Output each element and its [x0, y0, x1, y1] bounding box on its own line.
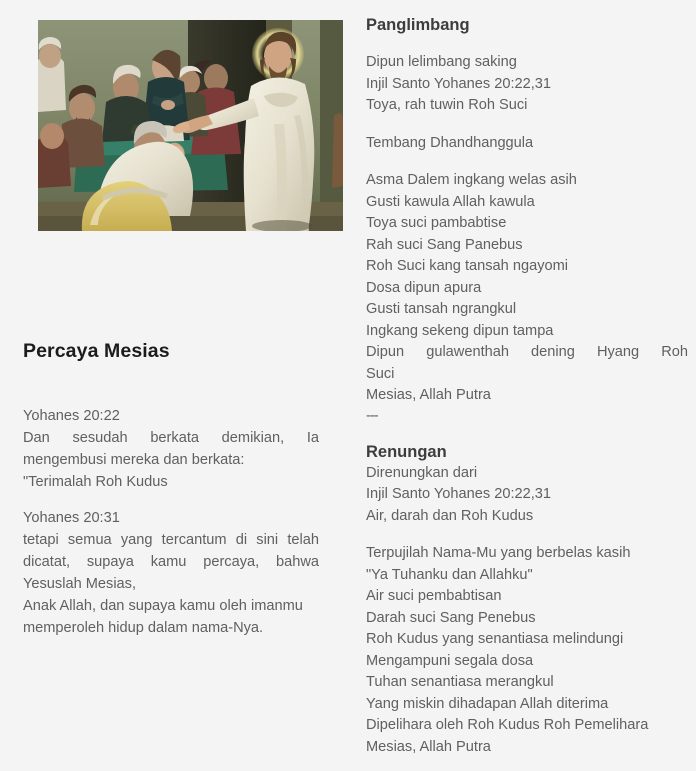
renungan-section	[366, 441, 688, 759]
verse-line-8: Ingkang sekeng dipun tampa	[366, 322, 554, 339]
panglimbang-source-line-1: Dipun lelimbang saking	[366, 54, 517, 70]
illustration-image	[38, 20, 343, 231]
scripture-text-2-line-3: memperoleh hidup dalam nama-Nya.	[23, 620, 264, 636]
verse-line-2: Gusti kawula Allah kawula	[366, 193, 535, 210]
reflection-line-4: Darah suci Sang Penebus	[366, 609, 536, 626]
verse-line-3: Toya suci pambabtise	[366, 215, 507, 231]
reflection-line-9: Dipelihara oleh Roh Kudus Roh Pemelihara	[366, 717, 649, 733]
renungan-source-line-2: Injil Santo Yohanes 20:22,31	[366, 486, 552, 502]
reflection-line-8: Yang miskin dihadapan Allah diterima	[366, 695, 609, 712]
panglimbang-source	[366, 52, 688, 117]
reflection-line-6: Mengampuni segala dosa	[366, 652, 534, 669]
verse-line-7: Gusti tansah ngrangkul	[366, 301, 517, 317]
left-scripture-body	[23, 405, 324, 639]
verse-line-9: Dipun gulawenthah dening Hyang Roh	[366, 344, 688, 360]
panglimbang-source-line-2: Injil Santo Yohanes 20:22,31	[366, 75, 552, 92]
scripture-passage-2	[23, 507, 324, 639]
panglimbang-heading: Panglimbang	[366, 16, 470, 34]
tembang-label-block	[366, 133, 688, 155]
renungan-source-line-1: Direnungkan dari	[366, 464, 478, 481]
scripture-reference-1: Yohanes 20:22	[23, 408, 120, 424]
reflection-line-10: Mesias, Allah Putra	[366, 738, 491, 755]
scripture-text-2-line-2: Anak Allah, dan supaya kamu oleh imanmu	[23, 598, 303, 614]
section-separator: ---	[366, 407, 378, 424]
scripture-text-2-line-1: tetapi semua yang tercantum di sini telah dicatat, supaya kamu percaya, bahwa Yesuslah Mesias,	[23, 532, 324, 592]
reflection-line-7: Tuhan senantiasa merangkul	[366, 674, 554, 690]
renungan-heading: Renungan	[366, 442, 447, 461]
illustration-frame	[38, 20, 343, 231]
reflection-line-3: Air suci pembabtisan	[366, 588, 502, 604]
scripture-text-1-line-2: "Terimalah Roh Kudus	[23, 474, 168, 490]
page-title: Percaya Mesias	[23, 340, 170, 362]
tembang-label: Tembang Dhandhanggula	[366, 134, 534, 151]
verse-line-6: Dosa dipun apura	[366, 279, 482, 296]
verse-line-9-overflow: Suci	[366, 365, 395, 382]
reflection-line-1: Terpujilah Nama-Mu yang berbelas kasih	[366, 545, 631, 561]
renungan-source	[366, 463, 688, 528]
reflection-line-5: Roh Kudus yang senantiasa melindungi	[366, 631, 624, 647]
panglimbang-verse	[366, 170, 688, 425]
section-gap	[366, 425, 688, 441]
renungan-source-line-3: Air, darah dan Roh Kudus	[366, 507, 534, 524]
right-column	[366, 14, 688, 758]
reflection-line-2: "Ya Tuhanku dan Allahku"	[366, 566, 533, 583]
scripture-text-1-line-1: Dan sesudah berkata demikian, Ia mengembusi mereka dan berkata:	[23, 430, 324, 468]
verse-line-5: Roh Suci kang tansah ngayomi	[366, 258, 569, 274]
renungan-reflection	[366, 543, 688, 758]
verse-line-1: Asma Dalem ingkang welas asih	[366, 172, 577, 188]
verse-line-10: Mesias, Allah Putra	[366, 387, 491, 403]
panglimbang-source-line-3: Toya, rah tuwin Roh Suci	[366, 97, 528, 113]
scripture-passage-1	[23, 405, 324, 493]
scripture-reference-2: Yohanes 20:31	[23, 510, 120, 526]
verse-line-4: Rah suci Sang Panebus	[366, 236, 523, 253]
